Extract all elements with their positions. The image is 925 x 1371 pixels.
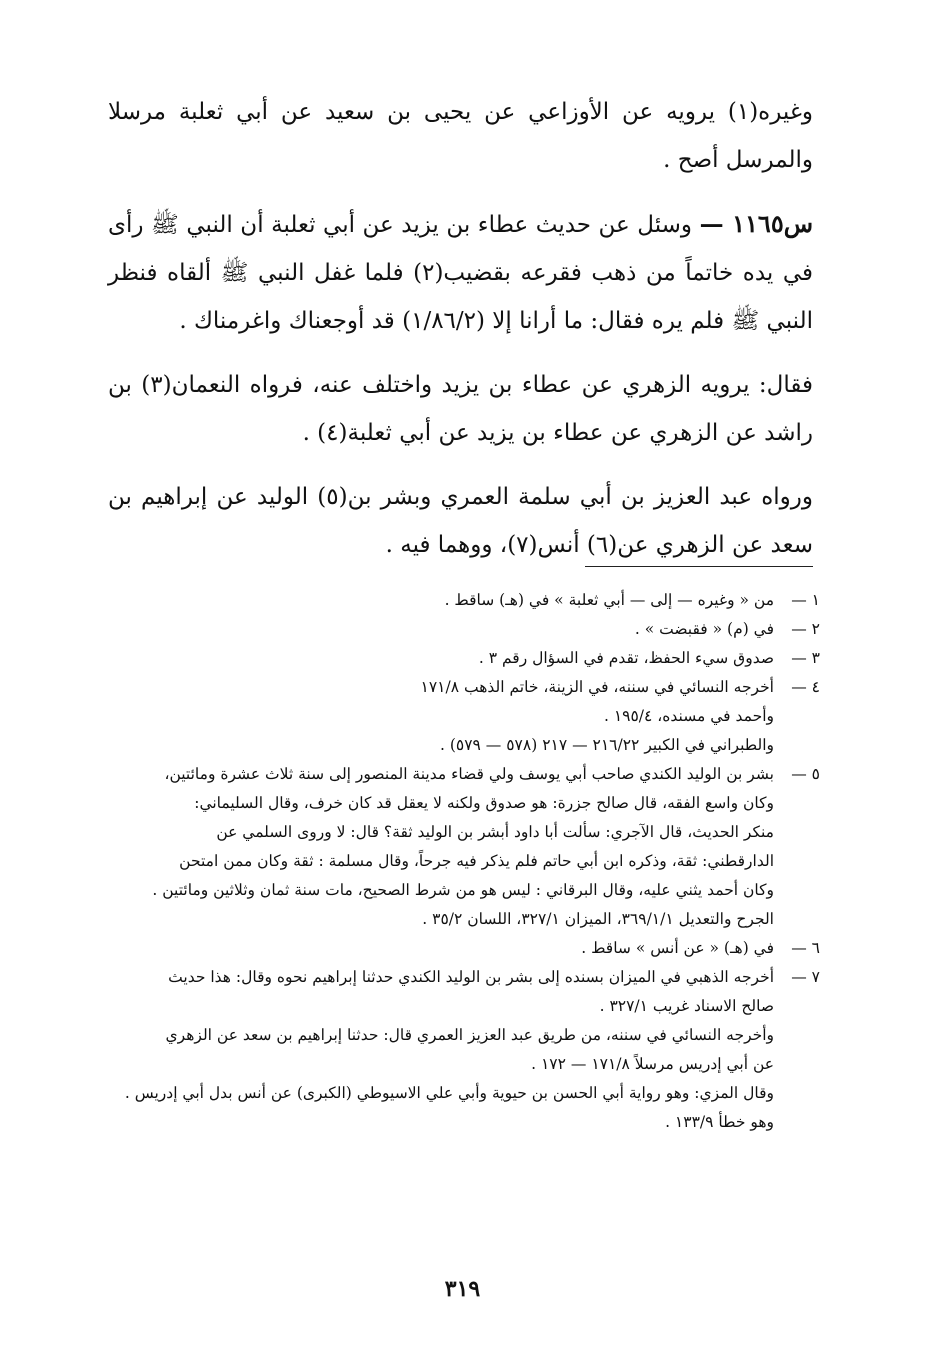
footnote-line: منكر الحديث، قال الآجري: سألت أبا داود أبشر بن الوليد ثقة؟ قال: لا وروى السلمي عن [216, 823, 774, 841]
footnote-text [108, 644, 774, 673]
page-number: ٣١٩ [444, 1276, 481, 1302]
footnote-text [108, 963, 774, 1137]
paragraph-1 [108, 88, 813, 184]
footnote-3 [108, 644, 820, 673]
footnote-line: عن أبي إدريس مرسلاً ١٧١/٨ — ١٧٢ . [531, 1055, 774, 1073]
paragraph-4 [108, 473, 813, 569]
footnote-line: صالح الاسناد غريب ٣٢٧/١ . [599, 997, 774, 1015]
footnote-number: ٣ — [791, 649, 820, 667]
footnote-text [108, 673, 774, 760]
footnote-number: ٢ — [791, 620, 820, 638]
footnote-line: والطبراني في الكبير ٢١٦/٢٢ — ٢١٧ (٥٧٨ — ٥٧٩) . [439, 736, 774, 754]
footnote-text [108, 615, 774, 644]
footnote-line: صدوق سيء الحفظ، تقدم في السؤال رقم ٣ . [478, 649, 774, 667]
footnote-line: وأحمد في مسنده، ١٩٥/٤ . [603, 707, 774, 725]
footnote-6 [108, 934, 820, 963]
footnote-1 [108, 586, 820, 615]
footnote-line: وقال المزي: وهو رواية أبي الحسن بن حيوية وأبي علي الاسيوطي (الكبرى) عن أنس بدل أبي إدريس . [124, 1084, 774, 1102]
footnote-text [108, 760, 774, 934]
paragraph-2-text: وسئل عن حديث عطاء بن يزيد عن أبي ثعلبة أن النبي ﷺ رأى في يده خاتماً من ذهب فقرعه بقضيب(٢) فلما غفل النبي ﷺ ألقاه فنظر النبي ﷺ فلم يره فقال: ما أرانا إلا (١/٨٦/٢) قد أوجعناك واغرمناك . [108, 212, 814, 334]
footnote-line: من « وغيره — إلى — أبي ثعلبة » في (هـ) ساقط . [444, 591, 774, 609]
footnote-number: ٤ — [791, 678, 820, 696]
footnote-line: الدارقطني: ثقة، وذكره ابن أبي حاتم فلم يذكر فيه جرحاً، وقال مسلمة : ثقة وكان ممن امتحن [179, 852, 774, 870]
footnote-line: في (م) « فقبضت » . [634, 620, 774, 638]
footnote-number: ٧ — [791, 968, 820, 986]
footnote-7 [108, 963, 820, 1137]
footnote-line: وكان واسع الفقه، قال صالح جزرة: هو صدوق ولكنه لا يعقل قد كان خرف، وقال السليماني: [194, 794, 774, 812]
paragraph-answer [108, 361, 813, 457]
question-number: س١١٦٥ — [699, 209, 813, 238]
footnote-line: بشر بن الوليد الكندي صاحب أبي يوسف ولي قضاء مدينة المنصور إلى سنة ثلاث عشرة ومائتين، [164, 765, 774, 783]
footnote-number: ٥ — [791, 765, 820, 783]
paragraph-3-text: فقال: يرويه الزهري عن عطاء بن يزيد واختلف عنه، فرواه النعمان(٣) بن راشد عن الزهري عن عطاء بن يزيد عن أبي ثعلبة(٤) . [108, 372, 813, 446]
footnote-divider [585, 566, 813, 567]
paragraph-1-text: وغيره(١) يرويه عن الأوزاعي عن يحيى بن سعيد عن أبي ثعلبة مرسلا والمرسل أصح . [108, 99, 813, 173]
footnote-number: ٦ — [791, 939, 820, 957]
footnote-5 [108, 760, 820, 934]
footnote-line: الجرح والتعديل ٣٦٩/١/١، الميزان ٣٢٧/١، اللسان ٣٥/٢ . [422, 910, 774, 928]
footnote-line: وأخرجه النسائي في سننه، من طريق عبد العزيز العمري قال: حدثنا إبراهيم بن سعد عن الزهري [165, 1026, 774, 1044]
footnote-text [108, 934, 774, 963]
footnote-line: في (هـ) « عن أنس » ساقط . [581, 939, 774, 957]
footnote-line: وكان أحمد يثني عليه، وقال البرقاني : ليس هو من شرط الصحيح، مات سنة ثمان وثلاثين ومائتين . [152, 881, 774, 899]
footnote-2 [108, 615, 820, 644]
footnote-text [108, 586, 774, 615]
footnote-line: أخرجه النسائي في سننه، في الزينة، خاتم الذهب ١٧١/٨ [420, 678, 774, 696]
footnote-number: ١ — [791, 591, 820, 609]
footnote-line: أخرجه الذهبي في الميزان بسنده إلى بشر بن الوليد الكندي حدثنا إبراهيم نحوه وقال: هذا حديث [168, 968, 774, 986]
footnote-line: وهو خطأ ١٣٣/٩ . [665, 1113, 774, 1131]
paragraph-question-1165 [108, 200, 813, 345]
paragraph-4-text: ورواه عبد العزيز بن أبي سلمة العمري وبشر بن(٥) الوليد عن إبراهيم بن سعد عن الزهري عن(٦) أنس(٧)، ووهما فيه . [108, 484, 813, 558]
main-text [108, 88, 813, 585]
footnote-4 [108, 673, 820, 760]
footnotes [108, 586, 820, 1137]
